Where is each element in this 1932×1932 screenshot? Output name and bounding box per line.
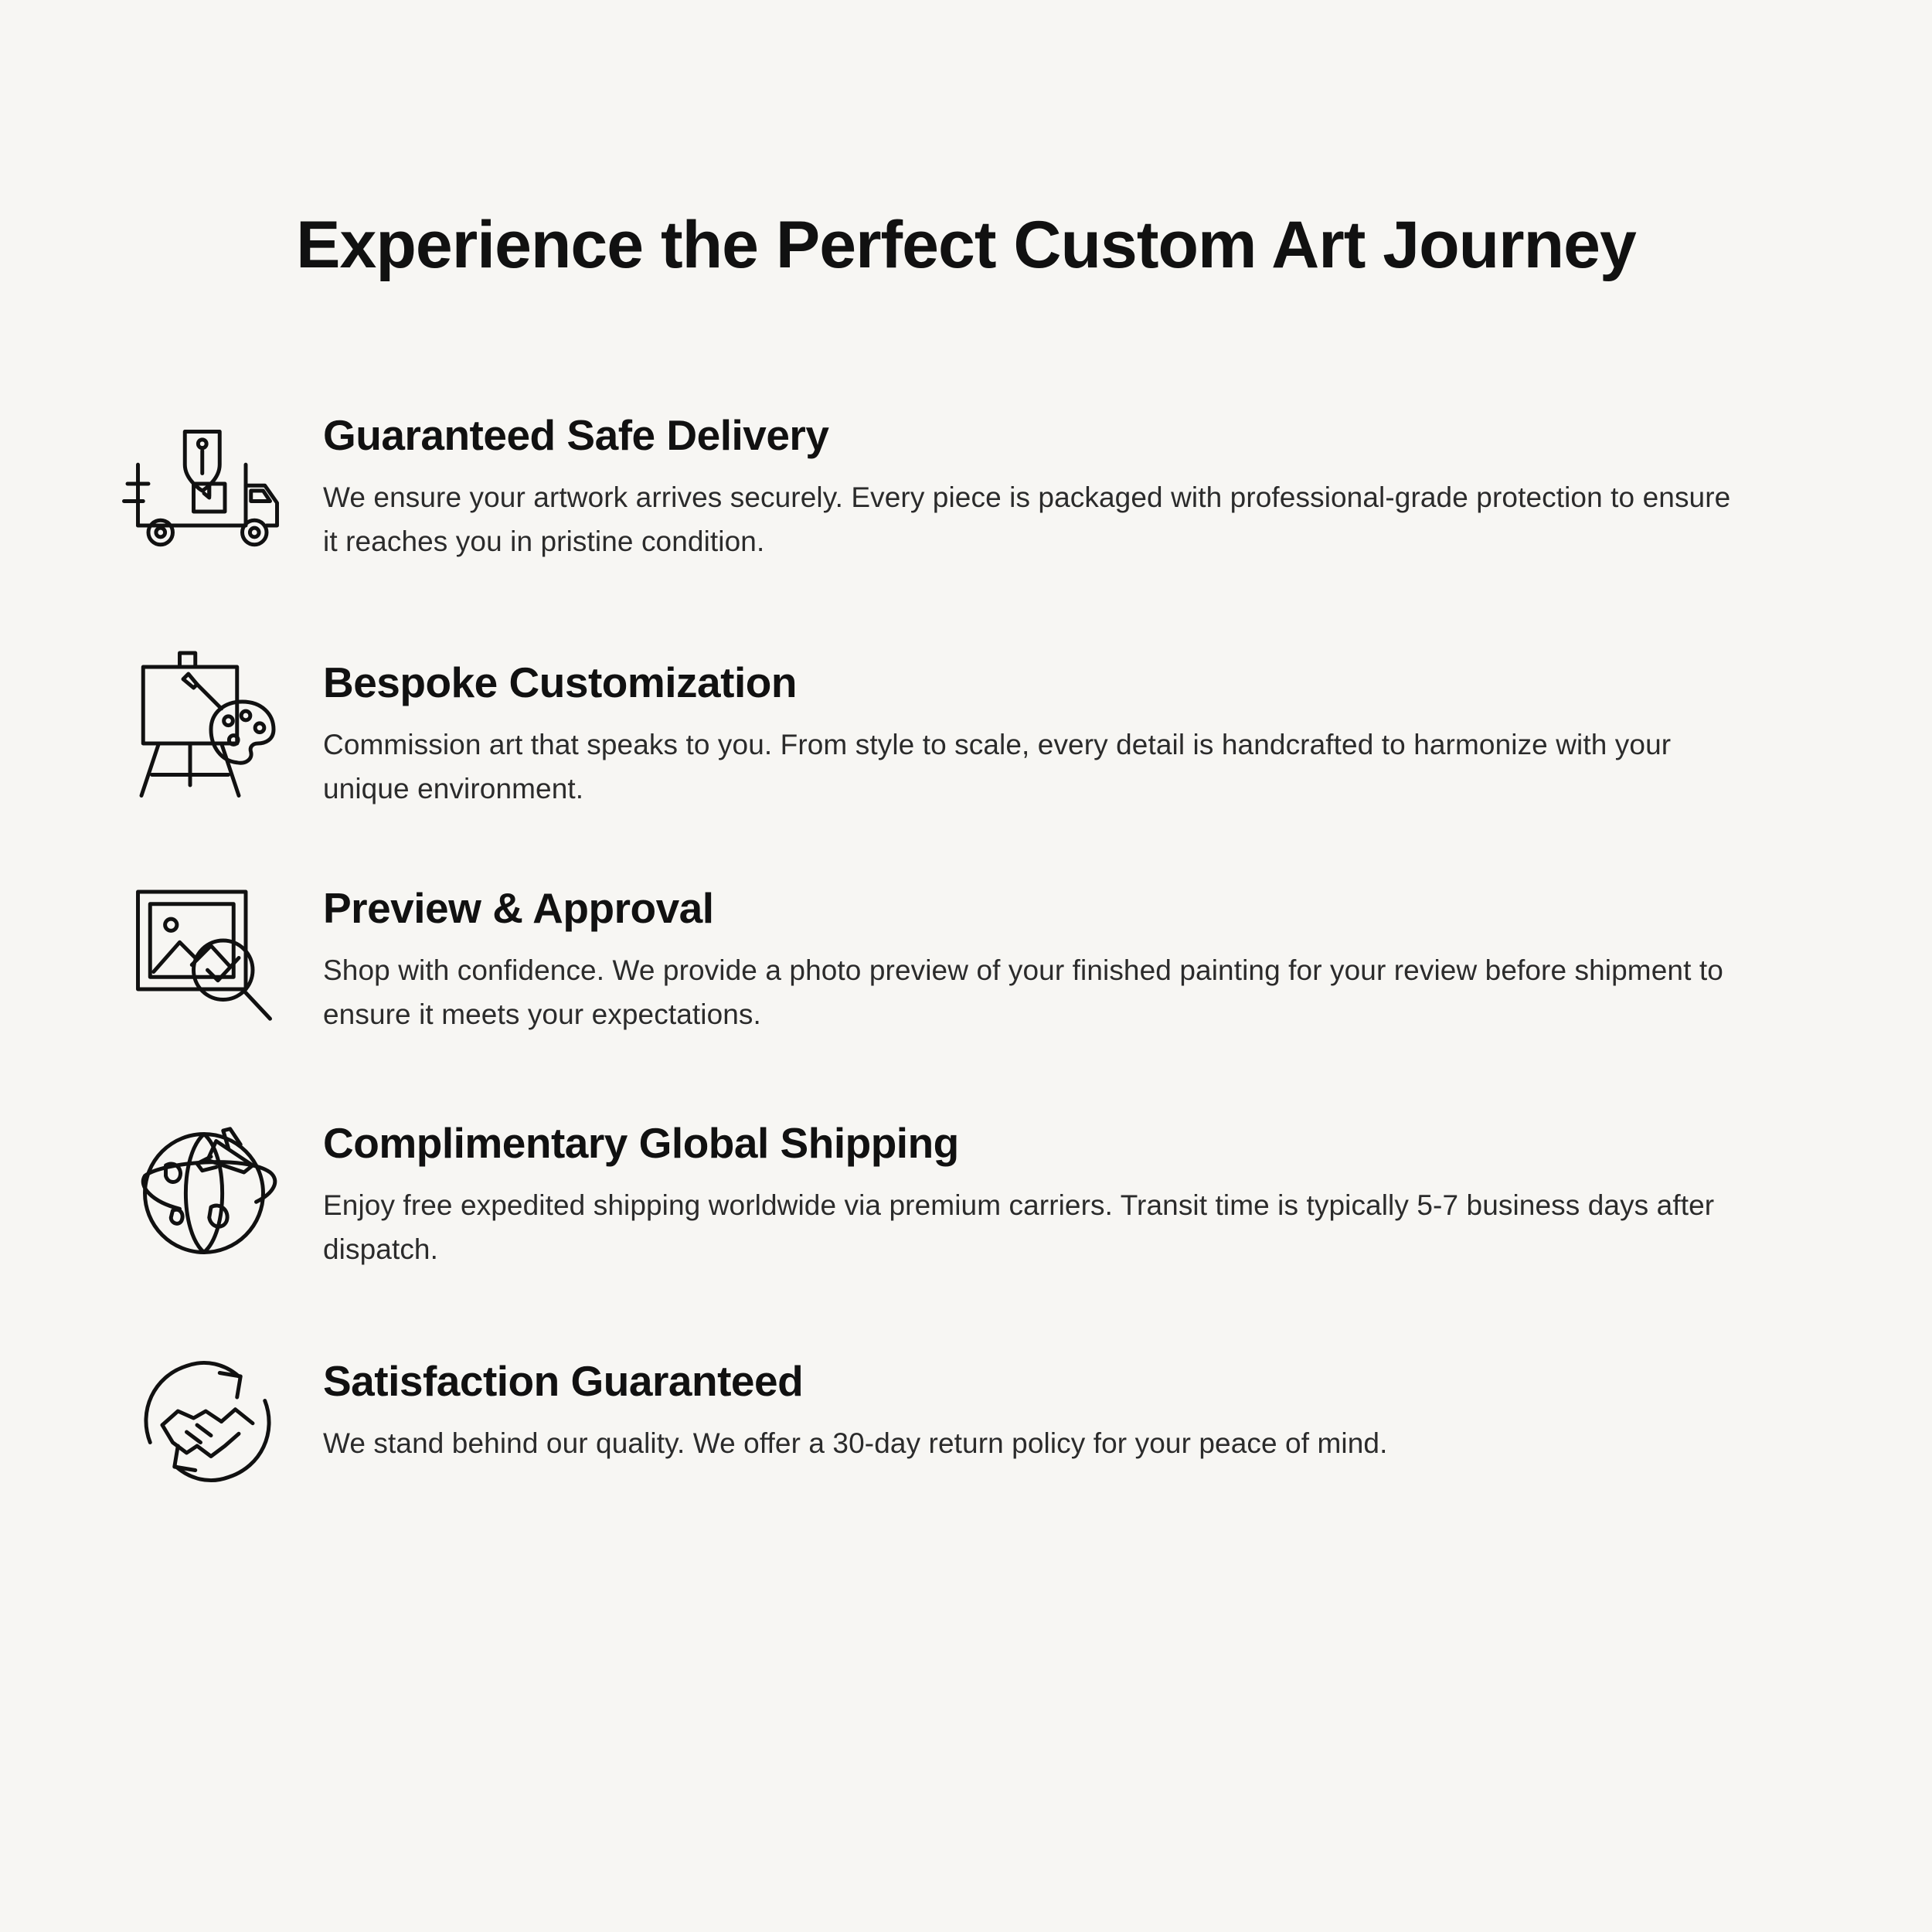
feature-text-block: [323, 630, 1816, 811]
feature-title: Satisfaction Guaranteed: [323, 1356, 804, 1405]
list-item: [91, 398, 1816, 591]
feature-title: Preview & Approval: [323, 883, 714, 932]
list-item: [91, 1094, 1816, 1287]
feature-description: We ensure your artwork arrives securely. Every piece is packaged with professional-grade protection to ensure it reaches you in pristine condition.: [323, 481, 1731, 558]
feature-description: Enjoy free expedited shipping worldwide via premium carriers. Transit time is typically 5-7 business days after dispatch.: [323, 1189, 1715, 1266]
feature-description: Shop with confidence. We provide a photo preview of your finished painting for your review before shipment to ensure it meets your expectations.: [323, 954, 1723, 1031]
framed-picture-magnifier-check-icon: [91, 862, 323, 1055]
globe-airplane-icon: [91, 1094, 323, 1287]
feature-text-block: [323, 1094, 1816, 1272]
handshake-arrows-icon: [91, 1325, 323, 1519]
feature-title: Complimentary Global Shipping: [323, 1118, 959, 1167]
feature-description: We stand behind our quality. We offer a 30-day return policy for your peace of mind.: [323, 1427, 1388, 1460]
easel-palette-brush-icon: [91, 630, 323, 823]
list-item: [91, 630, 1816, 823]
feature-list: [0, 398, 1932, 1519]
feature-title: Guaranteed Safe Delivery: [323, 410, 829, 459]
feature-title: Bespoke Customization: [323, 658, 797, 706]
page-title: Experience the Perfect Custom Art Journey: [296, 208, 1636, 282]
feature-text-block: [323, 398, 1816, 564]
feature-text-block: [323, 1325, 1816, 1466]
feature-description: Commission art that speaks to you. From style to scale, every detail is handcrafted to harmonize with your unique environment.: [323, 729, 1672, 805]
list-item: [91, 862, 1816, 1055]
feature-text-block: [323, 862, 1816, 1037]
list-item: [91, 1325, 1816, 1519]
delivery-truck-shield-icon: [91, 398, 323, 591]
